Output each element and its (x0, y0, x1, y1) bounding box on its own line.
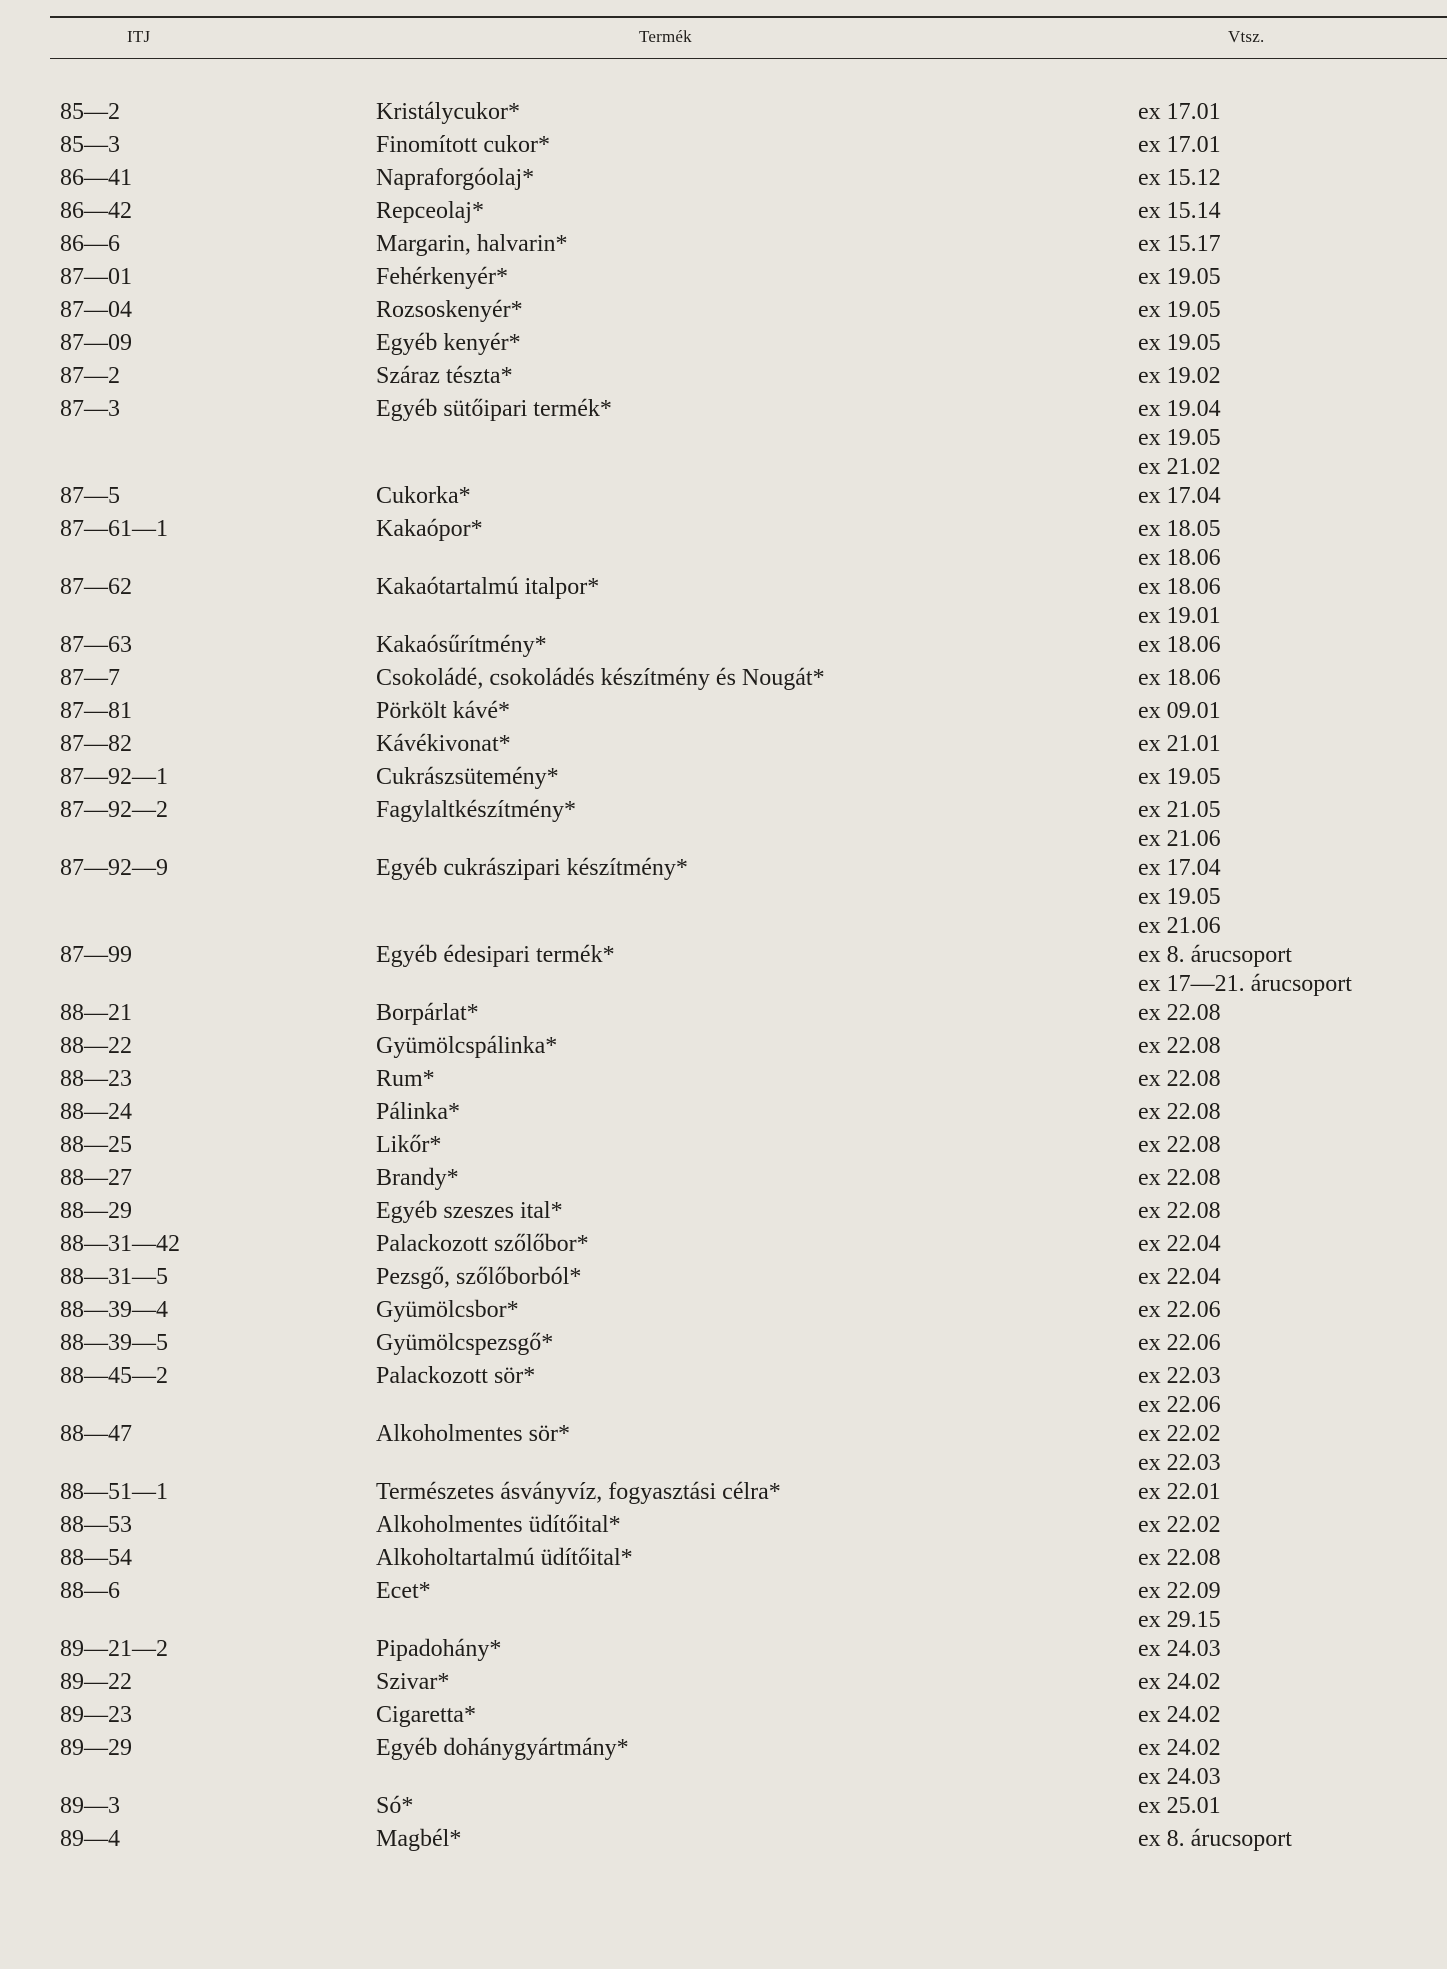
vtsz-code: ex 22.06 (1138, 1297, 1221, 1323)
product-name: Cigaretta* (376, 1702, 476, 1728)
vtsz-cell (1078, 362, 1447, 391)
itj-code: 88—45—2 (60, 1363, 168, 1389)
vtsz-cell (1078, 1098, 1447, 1127)
vtsz-code: ex 22.08 (1138, 1099, 1221, 1125)
product-name: Gyümölcspezsgő* (376, 1330, 554, 1356)
vtsz-cell (1078, 796, 1447, 854)
table-row (0, 1263, 1447, 1296)
table-row (0, 1032, 1447, 1065)
product-name: Egyéb szeszes ital* (376, 1198, 563, 1224)
vtsz-code: ex 19.04 (1138, 396, 1221, 422)
vtsz-code: ex 19.02 (1138, 363, 1221, 389)
product-name: Alkoholmentes sör* (376, 1421, 570, 1447)
product-name: Kakaósűrítmény* (376, 632, 547, 658)
table-row (0, 573, 1447, 631)
vtsz-code: ex 09.01 (1138, 698, 1221, 724)
table-row (0, 1635, 1447, 1668)
itj-code: 87—09 (60, 330, 132, 356)
product-name: Egyéb édesipari termék* (376, 942, 615, 968)
itj-code: 87—3 (60, 396, 120, 422)
vtsz-cell (1078, 263, 1447, 292)
product-name: Borpárlat* (376, 1000, 479, 1026)
vtsz-cell (1078, 1296, 1447, 1325)
itj-code: 88—6 (60, 1578, 120, 1604)
vtsz-code: ex 18.06 (1138, 545, 1221, 571)
vtsz-cell (1078, 1065, 1447, 1094)
table-row (0, 1329, 1447, 1362)
product-name: Csokoládé, csokoládés készítmény és Nougát* (376, 665, 825, 691)
table-row (0, 1131, 1447, 1164)
vtsz-cell (1078, 296, 1447, 325)
table-row (0, 1577, 1447, 1635)
product-name: Kávékivonat* (376, 731, 511, 757)
vtsz-code: ex 22.08 (1138, 1066, 1221, 1092)
table-row (0, 1362, 1447, 1420)
product-name: Egyéb cukrászipari készítmény* (376, 855, 688, 881)
vtsz-cell (1078, 1635, 1447, 1664)
vtsz-code: ex 17.01 (1138, 99, 1221, 125)
vtsz-cell (1078, 1164, 1447, 1193)
product-name: Pálinka* (376, 1099, 460, 1125)
vtsz-cell (1078, 1263, 1447, 1292)
product-name: Egyéb kenyér* (376, 330, 521, 356)
vtsz-cell (1078, 1131, 1447, 1160)
vtsz-cell (1078, 1511, 1447, 1540)
table-row (0, 999, 1447, 1032)
product-name: Egyéb dohánygyártmány* (376, 1735, 629, 1761)
product-name: Brandy* (376, 1165, 459, 1191)
table-row (0, 329, 1447, 362)
vtsz-cell (1078, 1032, 1447, 1061)
itj-code: 89—22 (60, 1669, 132, 1695)
itj-code: 89—23 (60, 1702, 132, 1728)
itj-code: 88—27 (60, 1165, 132, 1191)
table-row (0, 98, 1447, 131)
vtsz-code: ex 17—21. árucsoport (1138, 971, 1352, 997)
table-row (0, 1544, 1447, 1577)
vtsz-code: ex 18.06 (1138, 665, 1221, 691)
vtsz-cell (1078, 1668, 1447, 1697)
itj-code: 87—92—1 (60, 764, 168, 790)
itj-code: 86—6 (60, 231, 120, 257)
vtsz-code: ex 22.02 (1138, 1421, 1221, 1447)
vtsz-code: ex 29.15 (1138, 1607, 1221, 1633)
itj-code: 89—21—2 (60, 1636, 168, 1662)
table-row (0, 697, 1447, 730)
vtsz-cell (1078, 573, 1447, 631)
itj-code: 87—63 (60, 632, 132, 658)
product-name: Gyümölcspálinka* (376, 1033, 558, 1059)
table-row (0, 1511, 1447, 1544)
table-row (0, 941, 1447, 999)
header-top-rule (50, 16, 1447, 18)
itj-code: 88—25 (60, 1132, 132, 1158)
itj-code: 88—53 (60, 1512, 132, 1538)
vtsz-cell (1078, 1329, 1447, 1358)
product-name: Só* (376, 1793, 414, 1819)
table-row (0, 1668, 1447, 1701)
itj-code: 87—62 (60, 574, 132, 600)
vtsz-cell (1078, 1230, 1447, 1259)
itj-code: 87—7 (60, 665, 120, 691)
vtsz-code: ex 19.05 (1138, 764, 1221, 790)
table-row (0, 395, 1447, 482)
table-row (0, 164, 1447, 197)
vtsz-code: ex 17.04 (1138, 483, 1221, 509)
vtsz-cell (1078, 697, 1447, 726)
vtsz-code: ex 24.03 (1138, 1636, 1221, 1662)
column-header-itj: ITJ (127, 27, 151, 46)
product-name: Cukrászsütemény* (376, 764, 559, 790)
product-name: Gyümölcsbor* (376, 1297, 519, 1323)
product-name: Magbél* (376, 1826, 462, 1852)
itj-code: 88—24 (60, 1099, 132, 1125)
itj-code: 88—51—1 (60, 1479, 168, 1505)
vtsz-cell (1078, 482, 1447, 511)
itj-code: 87—04 (60, 297, 132, 323)
vtsz-code: ex 22.04 (1138, 1231, 1221, 1257)
itj-code: 85—3 (60, 132, 120, 158)
itj-code: 87—01 (60, 264, 132, 290)
product-name: Kakaópor* (376, 516, 483, 542)
vtsz-code: ex 22.02 (1138, 1512, 1221, 1538)
vtsz-cell (1078, 1478, 1447, 1507)
product-name: Alkoholmentes üdítőital* (376, 1512, 621, 1538)
table-row (0, 796, 1447, 854)
vtsz-cell (1078, 1544, 1447, 1573)
itj-code: 87—92—9 (60, 855, 168, 881)
vtsz-code: ex 21.06 (1138, 826, 1221, 852)
table-row (0, 1701, 1447, 1734)
itj-code: 87—61—1 (60, 516, 168, 542)
vtsz-code: ex 19.05 (1138, 884, 1221, 910)
table-row (0, 1098, 1447, 1131)
product-name: Egyéb sütőipari termék* (376, 396, 612, 422)
vtsz-cell (1078, 1577, 1447, 1635)
table-row (0, 664, 1447, 697)
vtsz-code: ex 15.14 (1138, 198, 1221, 224)
vtsz-code: ex 17.01 (1138, 132, 1221, 158)
vtsz-code: ex 15.12 (1138, 165, 1221, 191)
table-row (0, 1825, 1447, 1858)
table-row (0, 1420, 1447, 1478)
table-row (0, 362, 1447, 395)
product-name: Palackozott szőlőbor* (376, 1231, 589, 1257)
vtsz-code: ex 22.08 (1138, 1545, 1221, 1571)
vtsz-code: ex 18.06 (1138, 574, 1221, 600)
vtsz-code: ex 21.01 (1138, 731, 1221, 757)
vtsz-cell (1078, 1362, 1447, 1420)
product-name: Repceolaj* (376, 198, 484, 224)
table-row (0, 1164, 1447, 1197)
vtsz-cell (1078, 1197, 1447, 1226)
header-bottom-rule (50, 58, 1447, 59)
product-name: Kakaótartalmú italpor* (376, 574, 600, 600)
itj-code: 89—29 (60, 1735, 132, 1761)
itj-code: 88—39—4 (60, 1297, 168, 1323)
table-row (0, 1230, 1447, 1263)
vtsz-code: ex 8. árucsoport (1138, 1826, 1292, 1852)
itj-code: 88—22 (60, 1033, 132, 1059)
vtsz-code: ex 22.08 (1138, 1033, 1221, 1059)
table-row (0, 854, 1447, 941)
product-name: Száraz tészta* (376, 363, 513, 389)
itj-code: 86—41 (60, 165, 132, 191)
itj-code: 88—47 (60, 1421, 132, 1447)
vtsz-cell (1078, 1734, 1447, 1792)
vtsz-cell (1078, 1701, 1447, 1730)
itj-code: 87—5 (60, 483, 120, 509)
table-row (0, 482, 1447, 515)
product-name: Kristálycukor* (376, 99, 520, 125)
table-row (0, 197, 1447, 230)
table-row (0, 1478, 1447, 1511)
vtsz-code: ex 24.02 (1138, 1702, 1221, 1728)
table-row (0, 1296, 1447, 1329)
vtsz-code: ex 22.08 (1138, 1198, 1221, 1224)
vtsz-code: ex 22.08 (1138, 1165, 1221, 1191)
vtsz-cell (1078, 664, 1447, 693)
itj-code: 88—31—42 (60, 1231, 180, 1257)
product-name: Napraforgóolaj* (376, 165, 535, 191)
product-name: Ecet* (376, 1578, 431, 1604)
vtsz-code: ex 24.02 (1138, 1735, 1221, 1761)
vtsz-code: ex 22.01 (1138, 1479, 1221, 1505)
vtsz-cell (1078, 763, 1447, 792)
vtsz-code: ex 8. árucsoport (1138, 942, 1292, 968)
table-row (0, 1065, 1447, 1098)
vtsz-code: ex 24.02 (1138, 1669, 1221, 1695)
table-row (0, 515, 1447, 573)
product-name: Pezsgő, szőlőborból* (376, 1264, 582, 1290)
vtsz-cell (1078, 329, 1447, 358)
product-name: Pipadohány* (376, 1636, 502, 1662)
table-row (0, 1197, 1447, 1230)
vtsz-cell (1078, 1420, 1447, 1478)
product-name: Likőr* (376, 1132, 442, 1158)
product-name: Természetes ásványvíz, fogyasztási célra* (376, 1479, 781, 1505)
product-table (0, 98, 1447, 1858)
vtsz-cell (1078, 854, 1447, 941)
vtsz-code: ex 22.03 (1138, 1450, 1221, 1476)
itj-code: 88—29 (60, 1198, 132, 1224)
itj-code: 88—54 (60, 1545, 132, 1571)
vtsz-code: ex 22.08 (1138, 1132, 1221, 1158)
table-row (0, 730, 1447, 763)
vtsz-code: ex 21.05 (1138, 797, 1221, 823)
vtsz-code: ex 22.03 (1138, 1363, 1221, 1389)
vtsz-code: ex 21.02 (1138, 454, 1221, 480)
product-name: Fagylaltkészítmény* (376, 797, 576, 823)
table-row (0, 131, 1447, 164)
vtsz-code: ex 19.05 (1138, 425, 1221, 451)
product-name: Pörkölt kávé* (376, 698, 510, 724)
vtsz-cell (1078, 98, 1447, 127)
vtsz-cell (1078, 197, 1447, 226)
vtsz-code: ex 19.01 (1138, 603, 1221, 629)
vtsz-code: ex 22.09 (1138, 1578, 1221, 1604)
itj-code: 88—39—5 (60, 1330, 168, 1356)
table-row (0, 1792, 1447, 1825)
vtsz-cell (1078, 230, 1447, 259)
itj-code: 88—31—5 (60, 1264, 168, 1290)
itj-code: 87—92—2 (60, 797, 168, 823)
column-header-termek: Termék (639, 27, 692, 46)
vtsz-cell (1078, 941, 1447, 999)
vtsz-cell (1078, 131, 1447, 160)
itj-code: 87—81 (60, 698, 132, 724)
itj-code: 86—42 (60, 198, 132, 224)
table-row (0, 230, 1447, 263)
vtsz-cell (1078, 1825, 1447, 1854)
vtsz-code: ex 19.05 (1138, 297, 1221, 323)
itj-code: 89—3 (60, 1793, 120, 1819)
vtsz-cell (1078, 730, 1447, 759)
itj-code: 88—21 (60, 1000, 132, 1026)
itj-code: 87—2 (60, 363, 120, 389)
table-row (0, 263, 1447, 296)
vtsz-code: ex 22.08 (1138, 1000, 1221, 1026)
vtsz-code: ex 18.05 (1138, 516, 1221, 542)
itj-code: 85—2 (60, 99, 120, 125)
product-name: Palackozott sör* (376, 1363, 536, 1389)
table-row (0, 1734, 1447, 1792)
vtsz-code: ex 24.03 (1138, 1764, 1221, 1790)
itj-code: 88—23 (60, 1066, 132, 1092)
vtsz-code: ex 17.04 (1138, 855, 1221, 881)
vtsz-cell (1078, 515, 1447, 573)
vtsz-code: ex 19.05 (1138, 264, 1221, 290)
vtsz-cell (1078, 631, 1447, 660)
column-header-vtsz: Vtsz. (1228, 27, 1265, 46)
product-name: Alkoholtartalmú üdítőital* (376, 1545, 633, 1571)
vtsz-code: ex 22.06 (1138, 1392, 1221, 1418)
vtsz-code: ex 21.06 (1138, 913, 1221, 939)
vtsz-cell (1078, 1792, 1447, 1821)
vtsz-code: ex 22.06 (1138, 1330, 1221, 1356)
product-name: Cukorka* (376, 483, 471, 509)
product-name: Rozsoskenyér* (376, 297, 523, 323)
product-name: Szivar* (376, 1669, 450, 1695)
itj-code: 89—4 (60, 1826, 120, 1852)
vtsz-code: ex 22.04 (1138, 1264, 1221, 1290)
product-name: Fehérkenyér* (376, 264, 508, 290)
product-name: Rum* (376, 1066, 435, 1092)
product-name: Margarin, halvarin* (376, 231, 568, 257)
vtsz-code: ex 25.01 (1138, 1793, 1221, 1819)
table-row (0, 631, 1447, 664)
vtsz-cell (1078, 999, 1447, 1028)
itj-code: 87—99 (60, 942, 132, 968)
vtsz-cell (1078, 164, 1447, 193)
table-row (0, 763, 1447, 796)
product-name: Finomított cukor* (376, 132, 550, 158)
vtsz-cell (1078, 395, 1447, 482)
vtsz-code: ex 15.17 (1138, 231, 1221, 257)
table-row (0, 296, 1447, 329)
itj-code: 87—82 (60, 731, 132, 757)
vtsz-code: ex 19.05 (1138, 330, 1221, 356)
vtsz-code: ex 18.06 (1138, 632, 1221, 658)
